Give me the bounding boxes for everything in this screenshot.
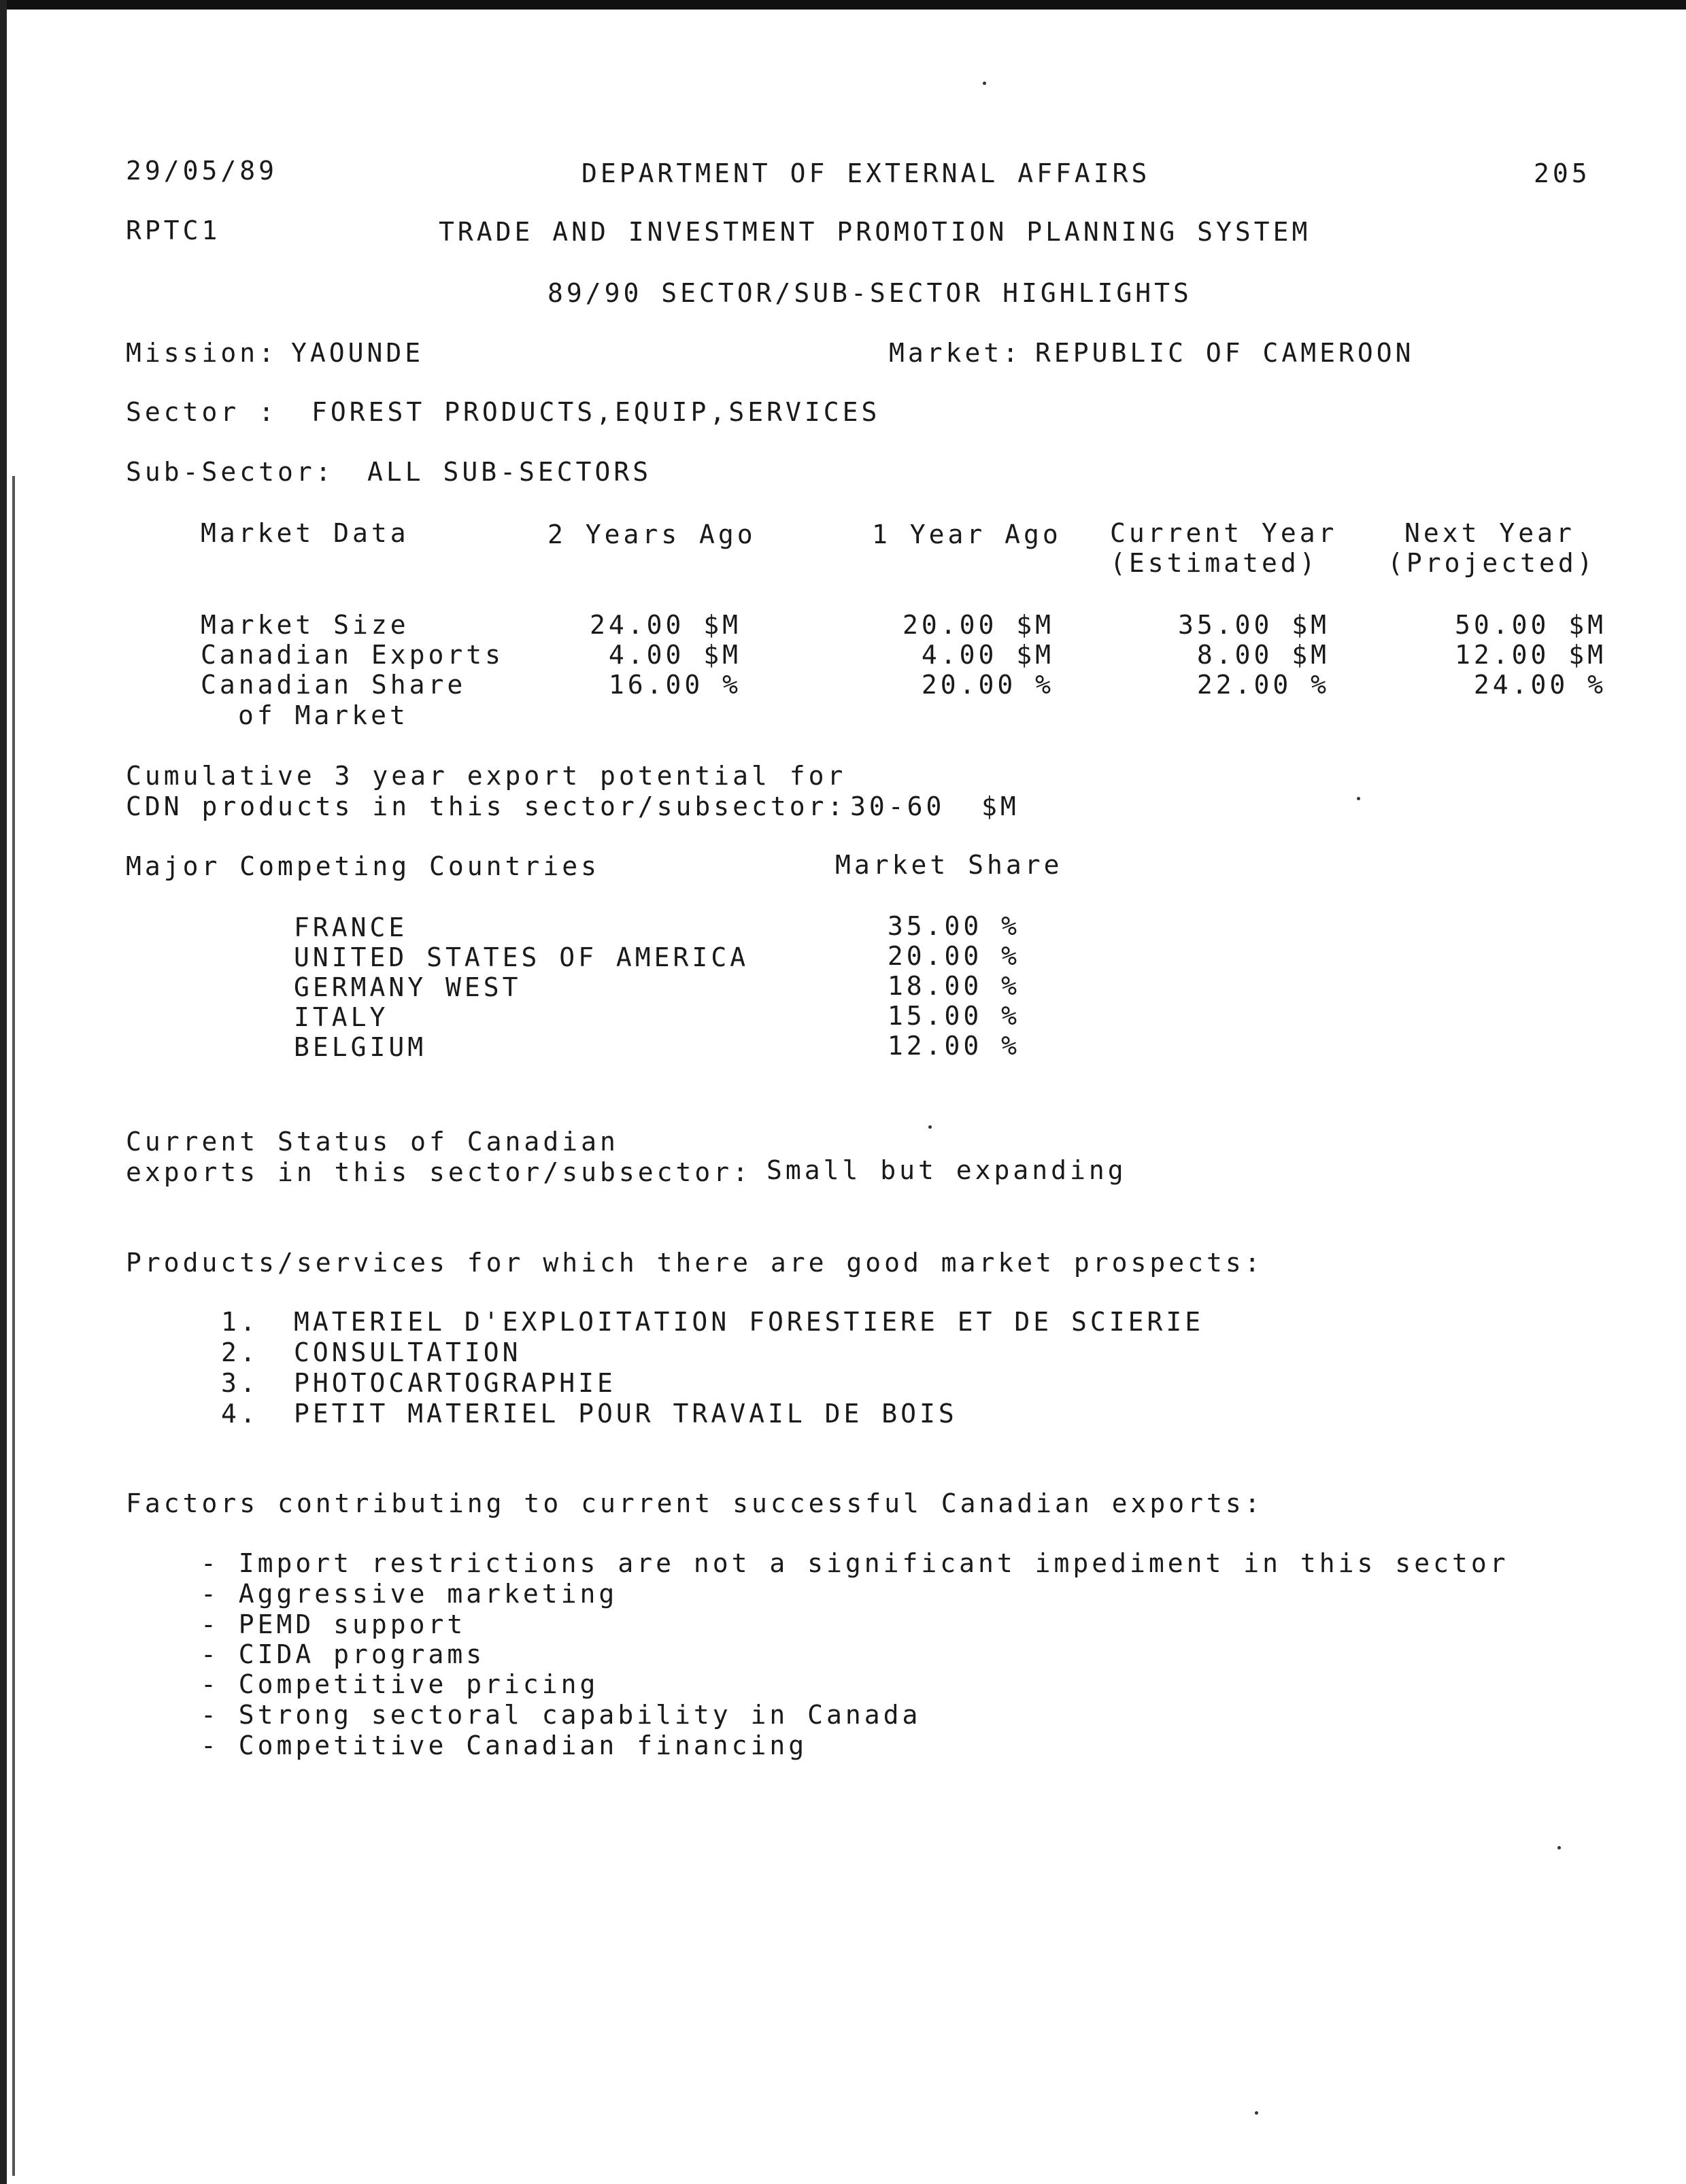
col-header-next-year: Next Year (1404, 518, 1575, 548)
competitor-share: 18.00 % (887, 971, 1020, 1001)
scan-speck (1357, 797, 1360, 800)
market-label: Market: (889, 338, 1022, 368)
factor-item: - Strong sectoral capability in Canada (201, 1700, 922, 1730)
export-potential-unit: $M (981, 791, 1019, 821)
scan-speck (1557, 1846, 1561, 1849)
mission-value: YAOUNDE (291, 338, 424, 368)
competitor-country: BELGIUM (294, 1032, 427, 1062)
competitor-country: UNITED STATES OF AMERICA (294, 942, 749, 972)
table-cell: 35.00 $M (1177, 610, 1330, 640)
prospect-item: PHOTOCARTOGRAPHIE (294, 1368, 616, 1398)
row-label-market-size: Market Size (201, 610, 409, 640)
prospect-item: CONSULTATION (294, 1337, 522, 1367)
col-header-current-year: Current Year (1110, 518, 1338, 548)
export-potential-value: 30-60 (850, 791, 945, 821)
competitors-header: Major Competing Countries (126, 851, 600, 881)
competitor-share: 20.00 % (887, 941, 1020, 971)
status-line1: Current Status of Canadian (126, 1127, 619, 1157)
page-number: 205 (1534, 158, 1591, 188)
table-cell: 24.00 $M (589, 610, 741, 640)
table-cell: 50.00 $M (1454, 610, 1606, 640)
competitor-country: ITALY (294, 1002, 389, 1032)
factor-item: - Competitive pricing (201, 1669, 599, 1699)
mission-label: Mission: (126, 338, 278, 368)
col-header-one-year-ago: 1 Year Ago (872, 519, 1062, 549)
status-line2: exports in this sector/subsector: (126, 1157, 752, 1187)
sub-sector-value: ALL SUB-SECTORS (367, 457, 652, 487)
report-code: RPTC1 (126, 216, 221, 245)
col-header-next-year-note: (Projected) (1387, 548, 1596, 578)
scan-speck (1255, 2111, 1258, 2115)
table-cell: 20.00 $M (902, 610, 1054, 640)
scan-binding-line (12, 476, 15, 2176)
row-label-canadian-share-cont: of Market (238, 700, 409, 730)
market-share-header: Market Share (835, 850, 1063, 880)
market-value: REPUBLIC OF CAMEROON (1035, 338, 1415, 368)
competitor-country: FRANCE (294, 912, 408, 942)
table-cell: 22.00 % (1196, 670, 1330, 700)
prospect-item: PETIT MATERIEL POUR TRAVAIL DE BOIS (294, 1399, 958, 1429)
factor-item: - PEMD support (201, 1609, 467, 1639)
col-header-two-years-ago: 2 Years Ago (547, 519, 756, 549)
export-potential-line1: Cumulative 3 year export potential for (126, 761, 847, 791)
table-cell: 4.00 $M (921, 640, 1054, 670)
table-cell: 16.00 % (608, 670, 741, 700)
system-title: TRADE AND INVESTMENT PROMOTION PLANNING SYSTEM (439, 217, 1311, 247)
scan-speck (983, 82, 986, 85)
row-label-canadian-exports: Canadian Exports (201, 640, 505, 670)
report-subtitle: 89/90 SECTOR/SUB-SECTOR HIGHLIGHTS (547, 278, 1192, 308)
sub-sector-label: Sub-Sector: (126, 457, 335, 487)
factor-item: - Aggressive marketing (201, 1579, 618, 1609)
competitor-share: 15.00 % (887, 1001, 1020, 1031)
prospect-number: 2. (221, 1337, 259, 1367)
factors-header: Factors contributing to current successful Canadian exports: (126, 1488, 1264, 1518)
prospect-number: 3. (221, 1368, 259, 1398)
prospect-item: MATERIEL D'EXPLOITATION FORESTIERE ET DE SCIERIE (294, 1307, 1204, 1337)
scan-top-edge (0, 0, 1686, 10)
factor-item: - CIDA programs (201, 1639, 486, 1669)
table-cell: 24.00 % (1473, 670, 1606, 700)
competitor-share: 35.00 % (887, 911, 1020, 941)
sector-label: Sector : (126, 397, 278, 427)
table-cell: 4.00 $M (608, 640, 741, 670)
competitor-country: GERMANY WEST (294, 972, 522, 1002)
report-date: 29/05/89 (126, 156, 278, 186)
col-header-current-year-note: (Estimated) (1110, 548, 1319, 578)
factor-item: - Import restrictions are not a significant impediment in this sector (201, 1548, 1509, 1578)
row-label-canadian-share: Canadian Share (201, 670, 467, 700)
sector-value: FOREST PRODUCTS,EQUIP,SERVICES (311, 397, 881, 427)
factor-item: - Competitive Canadian financing (201, 1730, 808, 1760)
prospect-number: 1. (221, 1307, 259, 1337)
col-header-market-data: Market Data (201, 518, 409, 548)
table-cell: 12.00 $M (1454, 640, 1606, 670)
department-title: DEPARTMENT OF EXTERNAL AFFAIRS (581, 158, 1151, 188)
prospects-header: Products/services for which there are good market prospects: (126, 1248, 1264, 1278)
table-cell: 20.00 % (921, 670, 1054, 700)
scan-speck (928, 1125, 932, 1129)
competitor-share: 12.00 % (887, 1031, 1020, 1061)
scan-left-edge (0, 0, 7, 2184)
status-value: Small but expanding (766, 1155, 1127, 1185)
table-cell: 8.00 $M (1196, 640, 1330, 670)
export-potential-line2: CDN products in this sector/subsector: (126, 791, 847, 821)
prospect-number: 4. (221, 1399, 259, 1429)
